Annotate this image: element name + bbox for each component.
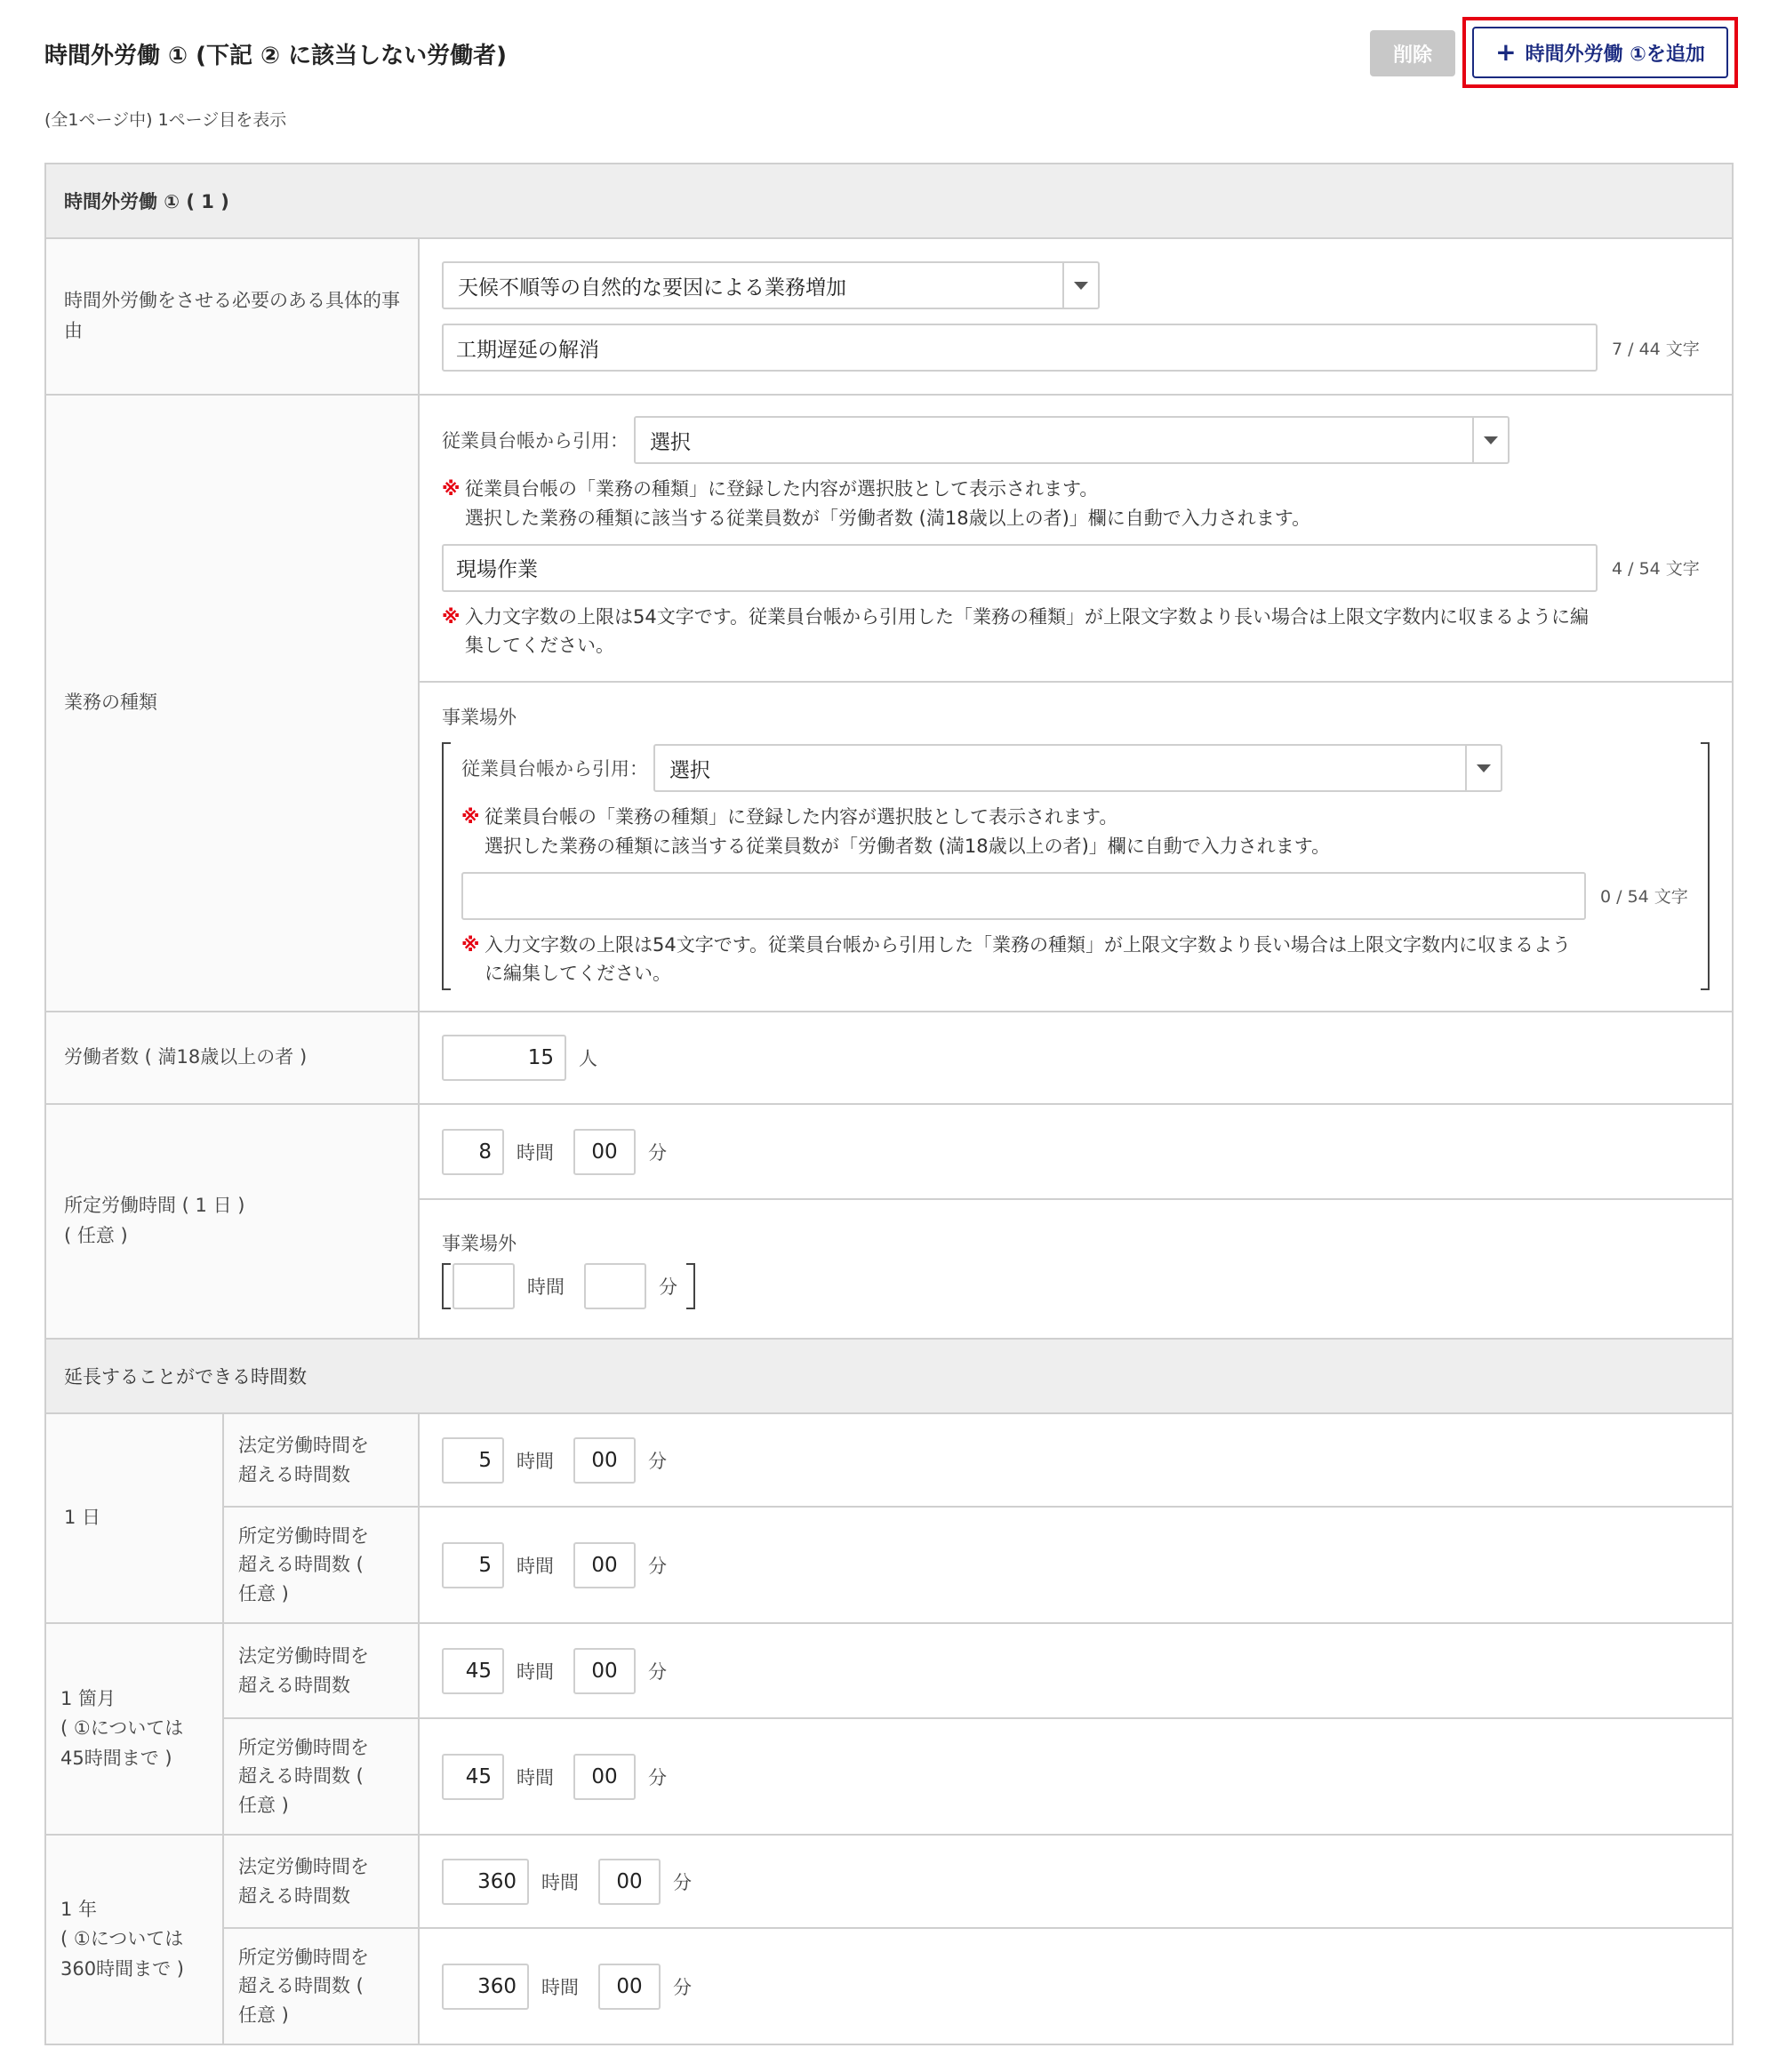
prescribed-label-line: 所定労働時間 ( 1 日 ) [64, 1195, 245, 1217]
minute-unit: 分 [648, 1766, 667, 1788]
label-line: 超える時間数 ( [238, 1765, 364, 1788]
workers-label: 労働者数 ( 満18歳以上の者 ) [46, 1012, 420, 1103]
year-legal-minutes-input[interactable]: 00 [598, 1859, 661, 1905]
note-line: に編集してください。 [485, 963, 671, 985]
minute-unit: 分 [648, 1660, 667, 1683]
day-legal-minutes-input[interactable]: 00 [573, 1437, 636, 1484]
month-label [46, 1624, 224, 1834]
year-pres-hours-input[interactable]: 360 [442, 1964, 529, 2010]
minute-unit: 分 [673, 1976, 692, 1998]
extension-day-row [46, 1412, 1732, 1622]
offsite-quote-select[interactable] [653, 744, 1502, 792]
minute-unit: 分 [648, 1141, 667, 1164]
extension-year-row [46, 1834, 1732, 2044]
label-line: 超える時間数 ( [238, 1554, 364, 1576]
note-line: 選択した業務の種類に該当する従業員数が「労働者数 (満18歳以上の者)」欄に自動で入力されます。 [465, 507, 1311, 529]
work-type-counter: 4 / 54 文字 [1612, 559, 1700, 580]
year-pres-minutes-input[interactable]: 00 [598, 1964, 661, 2010]
offsite-text-input[interactable] [461, 872, 1586, 920]
legal-over-label [224, 1414, 418, 1506]
work-type-quote-select-value: 選択 [650, 430, 691, 454]
page-info: (全1ページ中) 1ページ目を表示 [44, 110, 287, 130]
minute-unit: 分 [648, 1555, 667, 1577]
note-line: 入力文字数の上限は54文字です。従業員台帳から引用した「業務の種類」が上限文字数より長い場合は上限文字数内に収まるよう [485, 933, 1572, 956]
chevron-down-icon [1465, 746, 1501, 790]
page-title: 時間外労働 ① (下記 ② に該当しない労働者) [44, 43, 508, 69]
hour-unit: 時間 [527, 1276, 565, 1298]
legal-over-label [224, 1624, 418, 1717]
offsite-quote-label: 従業員台帳から引用： [461, 758, 648, 780]
offsite-counter: 0 / 54 文字 [1600, 887, 1688, 908]
day-pres-minutes-input[interactable]: 00 [573, 1542, 636, 1588]
hour-unit: 時間 [541, 1976, 579, 1998]
label-line: 超える時間数 [238, 1463, 350, 1485]
work-type-quote-select[interactable] [634, 416, 1510, 464]
label-line: 45時間まで ) [60, 1747, 172, 1769]
day-pres-hours-input[interactable]: 5 [442, 1542, 504, 1588]
extension-month-row [46, 1622, 1732, 1834]
month-legal-minutes-input[interactable]: 00 [573, 1648, 636, 1694]
reason-label: 時間外労働をさせる必要のある具体的事由 [46, 239, 420, 394]
note-mark: ※ [442, 605, 461, 628]
overtime-form [44, 163, 1734, 2045]
label-line: 超える時間数 [238, 1884, 350, 1907]
label-line: 法定労働時間を [238, 1856, 369, 1877]
hour-unit: 時間 [517, 1450, 554, 1472]
offsite-note-2 [461, 931, 1690, 988]
offsite-note-1 [461, 803, 1690, 860]
work-type-note-1 [442, 475, 1710, 532]
offsite-minutes-input[interactable] [584, 1263, 646, 1309]
note-line: 集してください。 [465, 635, 614, 657]
month-pres-minutes-input[interactable]: 00 [573, 1754, 636, 1800]
label-line: 任意 ) [238, 1582, 289, 1604]
hour-unit: 時間 [517, 1141, 554, 1164]
note-line: 従業員台帳の「業務の種類」に登録した内容が選択肢として表示されます。 [485, 806, 1118, 828]
label-line: 所定労働時間を [238, 1736, 369, 1758]
label-line: 超える時間数 ( [238, 1975, 364, 1997]
offsite-hours-input[interactable] [453, 1263, 515, 1309]
delete-button[interactable]: 削除 [1370, 30, 1455, 76]
reason-row [46, 237, 1732, 394]
prescribed-minutes-input[interactable]: 00 [573, 1129, 636, 1175]
work-type-note-2 [442, 603, 1710, 660]
label-line: 法定労働時間を [238, 1435, 369, 1456]
label-line: 法定労働時間を [238, 1645, 369, 1667]
label-line: ( ①については [60, 1928, 184, 1950]
extension-section-title: 延長することができる時間数 [46, 1338, 1732, 1412]
hour-unit: 時間 [517, 1660, 554, 1683]
note-mark: ※ [442, 478, 461, 500]
chevron-down-icon [1062, 263, 1098, 308]
work-type-label: 業務の種類 [46, 396, 420, 1011]
offsite-quote-select-value: 選択 [669, 758, 710, 782]
minute-unit: 分 [659, 1276, 677, 1298]
reason-select-value: 天候不順等の自然的な要因による業務増加 [458, 276, 846, 300]
label-line: 所定労働時間を [238, 1946, 369, 1968]
offsite-title: 事業場外 [442, 707, 517, 729]
reason-text-input[interactable]: 工期遅延の解消 [442, 324, 1598, 372]
month-legal-hours-input[interactable]: 45 [442, 1648, 504, 1694]
label-line: ( ①については [60, 1717, 184, 1740]
add-overtime-label: 時間外労働 ①を追加 [1525, 43, 1705, 66]
section-title: 時間外労働 ① ( 1 ) [46, 164, 1732, 237]
workers-row [46, 1011, 1732, 1103]
year-label [46, 1836, 224, 2044]
label-line: 超える時間数 [238, 1674, 350, 1696]
hour-unit: 時間 [517, 1555, 554, 1577]
work-type-row [46, 394, 1732, 1011]
chevron-down-icon [1472, 418, 1508, 462]
year-legal-hours-input[interactable]: 360 [442, 1859, 529, 1905]
minute-unit: 分 [673, 1871, 692, 1893]
prescribed-label-line: ( 任意 ) [64, 1225, 128, 1246]
add-overtime-button[interactable] [1472, 27, 1728, 78]
prescribed-offsite-bracket [442, 1263, 695, 1309]
hour-unit: 時間 [541, 1871, 579, 1893]
prescribed-offsite-title: 事業場外 [442, 1232, 517, 1254]
note-mark: ※ [461, 806, 480, 828]
workers-unit: 人 [579, 1048, 597, 1069]
reason-counter: 7 / 44 文字 [1612, 339, 1700, 359]
day-legal-hours-input[interactable]: 5 [442, 1437, 504, 1484]
page-header [44, 30, 1734, 84]
offsite-bracket-box [442, 742, 1710, 989]
day-label: 1 日 [46, 1414, 224, 1622]
legal-over-label [224, 1836, 418, 1927]
label-line: 1 年 [60, 1898, 98, 1920]
prescribed-label [46, 1105, 420, 1338]
label-line: 任意 ) [238, 2004, 289, 2026]
label-line: 任意 ) [238, 1794, 289, 1816]
work-type-text-input[interactable]: 現場作業 [442, 544, 1598, 592]
plus-icon: + [1495, 37, 1517, 67]
label-line: 1 箇月 [60, 1687, 116, 1709]
prescribed-hours-input[interactable]: 8 [442, 1129, 504, 1175]
quote-label: 従業員台帳から引用： [442, 430, 629, 452]
note-mark: ※ [461, 933, 480, 956]
hour-unit: 時間 [517, 1766, 554, 1788]
prescribed-over-label [224, 1927, 418, 2044]
minute-unit: 分 [648, 1450, 667, 1472]
note-line: 入力文字数の上限は54文字です。従業員台帳から引用した「業務の種類」が上限文字数より長い場合は上限文字数内に収まるように編 [465, 605, 1590, 628]
workers-input[interactable]: 15 [442, 1035, 566, 1081]
note-line: 従業員台帳の「業務の種類」に登録した内容が選択肢として表示されます。 [465, 478, 1099, 500]
label-line: 所定労働時間を [238, 1524, 369, 1547]
label-line: 360時間まで ) [60, 1957, 184, 1980]
reason-select[interactable] [442, 261, 1100, 309]
prescribed-over-label [224, 1506, 418, 1622]
prescribed-over-label [224, 1717, 418, 1834]
note-line: 選択した業務の種類に該当する従業員数が「労働者数 (満18歳以上の者)」欄に自動で入力されます。 [485, 835, 1331, 857]
month-pres-hours-input[interactable]: 45 [442, 1754, 504, 1800]
prescribed-row [46, 1103, 1732, 1338]
